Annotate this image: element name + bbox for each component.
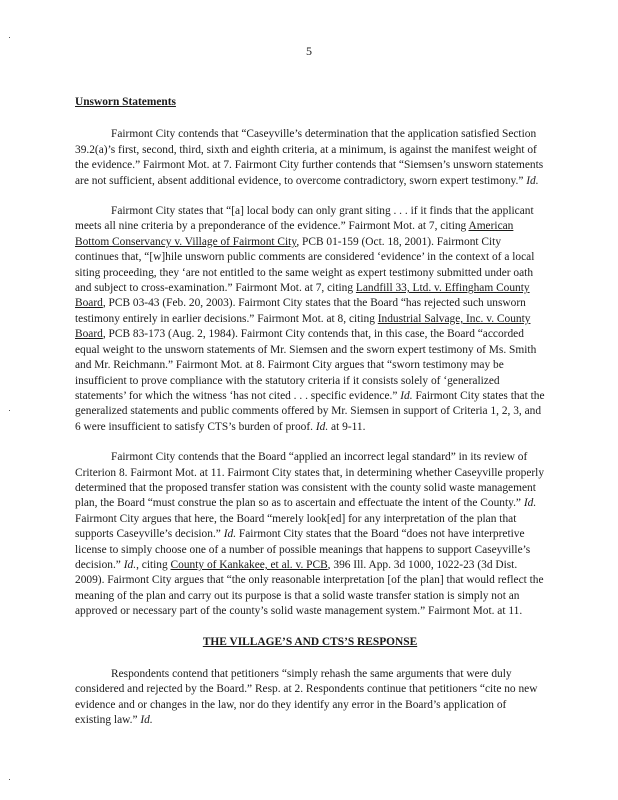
scan-speck [9, 37, 10, 38]
scan-speck [9, 779, 10, 780]
paragraph [75, 127, 545, 189]
section-heading-unsworn-statements: Unsworn Statements [75, 96, 176, 108]
text-run: Fairmont City contends that “Caseyville’s determination that the application satisfied Section 39.2(a)’s first, second, third, sixth and eighth criteria, at a minimum, is against the manifest weight of the evidence.” Fairmont Mot. at 7. Fairmont City further contends that “Siemsen’s unsworn statements are not sufficient, absent additional evidence, to overcome contradictory, sworn expert testimony.” [75, 128, 544, 187]
id-reference: Id. [223, 528, 237, 541]
text-run: Fairmont City states that the Board “does not have interpretive license to simply choose one of a number of possible meanings that happens to support Caseyville’s decision.” [75, 528, 531, 571]
text-run: , 396 Ill. App. 3d 1000, 1022-23 (3d Dist. 2009). Fairmont City argues that “the only reasonable interpretation [of the plan] that would reflect the meaning of the plan and carry out its purpose is that a solid waste transfer station is simply not an approved or necessary part of the county’s solid waste management system.” Fairmont Mot. at 11. [75, 558, 544, 618]
case-citation: American Bottom Conservancy v. Village of Fairmont City [75, 220, 514, 248]
id-reference: Id. [523, 497, 537, 510]
case-citation: County of Kankakee, et al. v. PCB [170, 558, 328, 571]
text-run: Fairmont City states that “[a] local body can only grant siting . . . if it finds that the applicant meets all nine criteria by a preponderance of the evidence.” Fairmont Mot. at 7, citing [75, 205, 534, 233]
text-run: Respondents contend that petitioners “simply rehash the same arguments that were duly considered and rejected by the Board.” Resp. at 2. Respondents continue that petitioners “cite no new evidence and or changes in the law, nor do they identify any error in the Board’s application of existing law.” [75, 668, 538, 727]
paragraph [75, 667, 545, 729]
id-reference: Id. [140, 714, 153, 727]
text-run: Fairmont City states that the generalized statements and public comments offered by Mr. Siemsen in support of Criteria 1, 2, 3, and 6 were insufficient to satisfy CTS’s burden of proof. [75, 389, 545, 433]
id-reference: Id. [526, 174, 539, 187]
text-run: , citing [136, 558, 171, 571]
id-reference: Id. [400, 389, 413, 402]
case-citation: Industrial Salvage, Inc. v. County Board [75, 312, 531, 341]
page-number: 5 [306, 44, 312, 58]
text-run: at 9-11. [328, 420, 366, 433]
case-citation: Landfill 33, Ltd. v. Effingham County Board [75, 282, 530, 310]
section-heading-response: THE VILLAGE’S AND CTS’S RESPONSE [202, 635, 418, 648]
paragraph [75, 450, 545, 619]
text-run: , PCB 83-173 (Aug. 2, 1984). Fairmont City contends that, in this case, the Board “accorded equal weight to the unsworn statements of Mr. Siemsen and the sworn expert testimony of Ms. Smith and Mr. Reichmann.” Fairmont Mot. at 8. Fairmont City argues that “sworn testimony may be insufficient to prove compliance with the statutory criteria if it consists solely of ‘generalized statements’ for which the witness ‘has not cited . . . specific evidence.” [75, 328, 537, 402]
text-run: Fairmont City argues that here, the Board “merely look[ed] for any interpretation of the plan that supports Caseyville’s decision.” [75, 512, 517, 541]
id-reference: Id. [123, 558, 137, 571]
id-reference: Id. [315, 420, 329, 433]
document-body [75, 95, 545, 744]
text-run: , PCB 01-159 (Oct. 18, 2001). Fairmont City continues that, “[w]hile unsworn public comments are considered ‘evidence’ in the context of a local siting proceeding, they ‘are not entitled to the same weight as expert testimony submitted under oath and subject to cross-examination.” Fairmont Mot. at 7, citing [75, 235, 535, 295]
scan-speck [9, 410, 10, 411]
paragraph [75, 204, 545, 435]
text-run: Fairmont City contends that the Board “applied an incorrect legal standard” in its review of Criterion 8. Fairmont Mot. at 11. Fairmont City states that, in determining whether Caseyville properly determined that the proposed transfer station was consistent with the county solid waste management plan, the Board “must construe the plan so as to ascertain and effectuate the intent of the County.” [75, 451, 545, 510]
text-run: , PCB 03-43 (Feb. 20, 2003). Fairmont City states that the Board “has rejected such unsworn testimony entirely in earlier decisions.” Fairmont Mot. at 8, citing [75, 297, 526, 325]
